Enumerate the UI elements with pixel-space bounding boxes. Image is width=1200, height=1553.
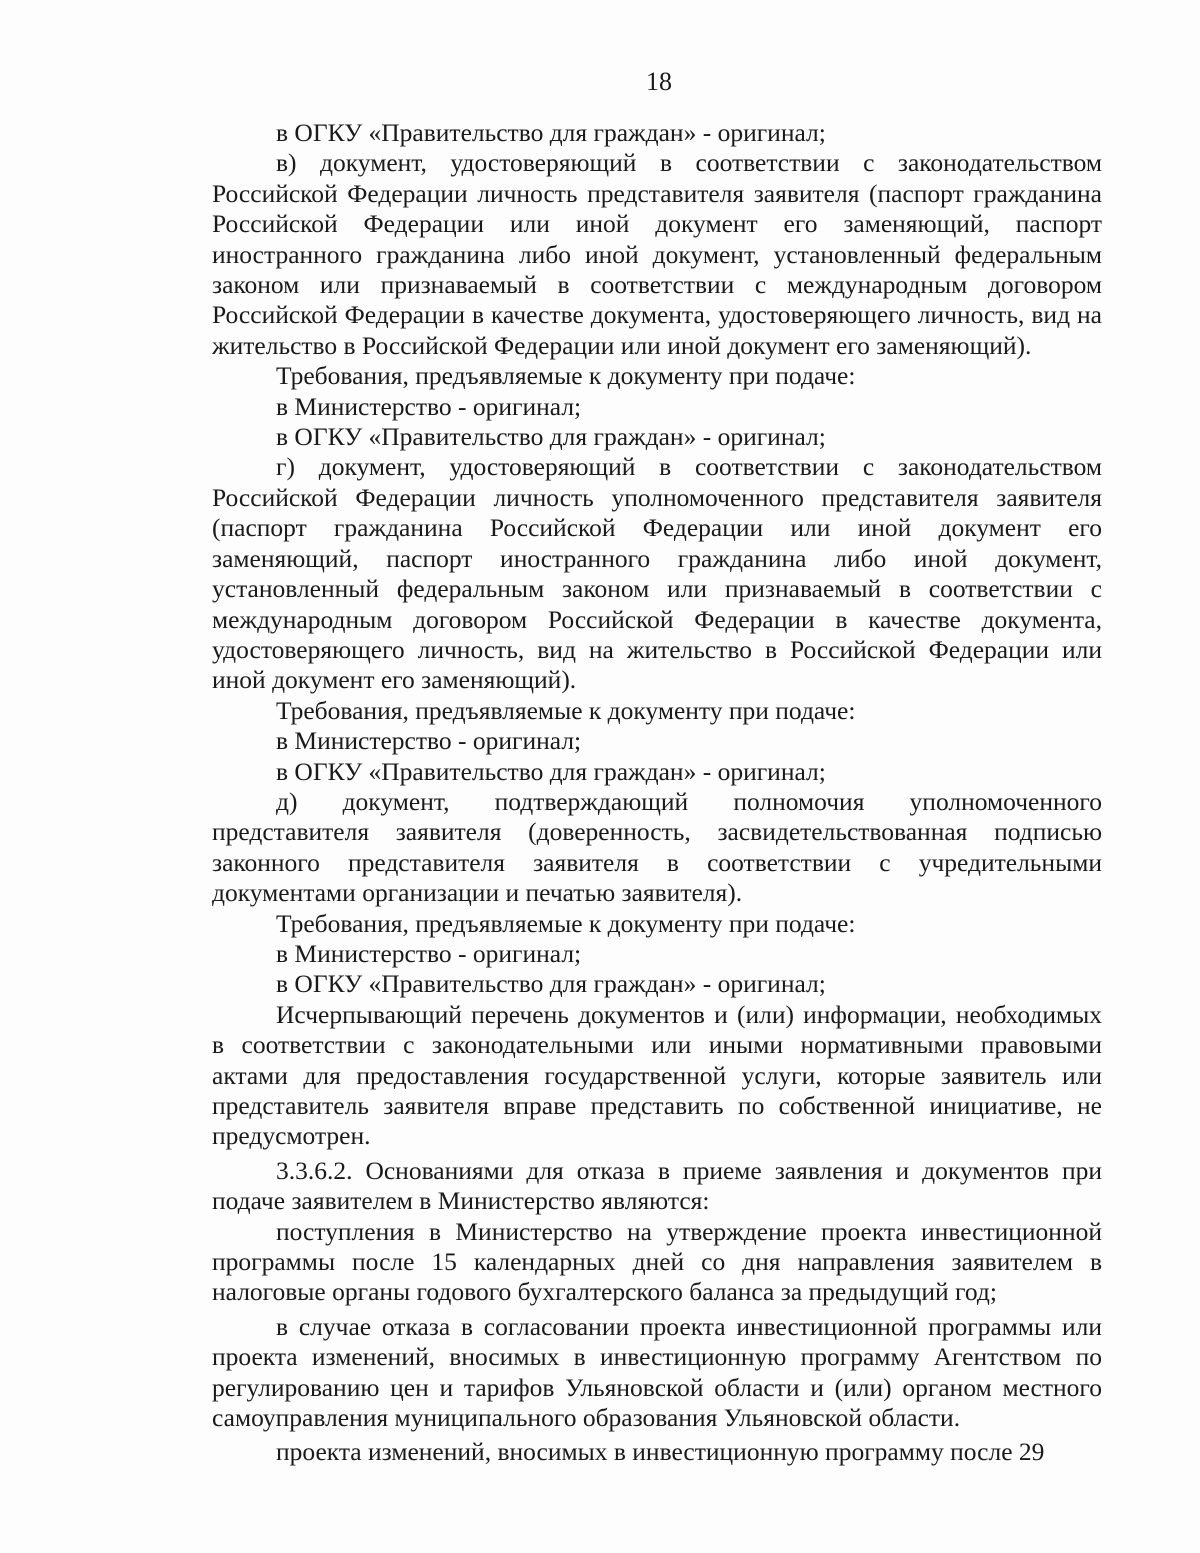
paragraph-requirements-1: Требования, предъявляемые к документу при подаче: — [276, 361, 856, 391]
paragraph-item-g: г) документ, удостоверяющий в соответствии с законодательством Российской Федерации личность уполномоченного представителя заявителя (паспорт гражданина Российской Федерации или иной документ его заменяющий, паспорт иностранного гражданина либо иной документ, установленный федеральным законом или признаваемый в соответствии с международным договором Российской Федерации в качестве документа, удостоверяющего личность, вид на жительство в Российской Федерации или иной документ его заменяющий). — [212, 452, 1102, 695]
page-number: 18 — [646, 67, 672, 96]
paragraph-ministry-original-3: в Министерство - оригинал; — [276, 938, 582, 968]
paragraph-ministry-original-2: в Министерство - оригинал; — [276, 726, 582, 756]
paragraph-ogku-original-4: в ОГКУ «Правительство для граждан» - оригинал; — [276, 969, 826, 999]
paragraph-requirements-2: Требования, предъявляемые к документу при подаче: — [276, 695, 856, 725]
paragraph-item-v: в) документ, удостоверяющий в соответствии с законодательством Российской Федерации личность представителя заявителя (паспорт гражданина Российской Федерации или иной документ его заменяющий, паспорт иностранного гражданина либо иной документ, установленный федеральным законом или признаваемый в соответствии с международным договором Российской Федерации в качестве документа, удостоверяющего личность, вид на жительство в Российской Федерации или иной документ его заменяющий). — [212, 148, 1102, 360]
paragraph-section-3-3-6-2: 3.3.6.2. Основаниями для отказа в приеме заявления и документов при подаче заявителем в Министерство являются: — [212, 1155, 1102, 1216]
paragraph-changes-project: проекта изменений, вносимых в инвестиционную программу после 29 — [276, 1437, 1045, 1467]
paragraph-exhaustive-list: Исчерпывающий перечень документов и (или) информации, необходимых в соответствии с законодательными или иными нормативными правовыми актами для предоставления государственной услуги, которые заявитель или представитель заявителя вправе представить по собственной инициативе, не предусмотрен. — [212, 999, 1102, 1151]
paragraph-refusal-deadline: поступления в Министерство на утверждение проекта инвестиционной программы после 15 календарных дней со дня направления заявителем в налоговые органы годового бухгалтерского баланса за предыдущий год; — [212, 1216, 1102, 1307]
paragraph-requirements-3: Требования, предъявляемые к документу при подаче: — [276, 908, 856, 938]
paragraph-refusal-approval: в случае отказа в согласовании проекта инвестиционной программы или проекта изменений, вносимых в инвестиционную программу Агентством по регулированию цен и тарифов Ульяновской области и (или) органом местного самоуправления муниципального образования Ульяновской области. — [212, 1311, 1102, 1433]
paragraph-item-d: д) документ, подтверждающий полномочия уполномоченного представителя заявителя (доверенность, засвидетельствованная подписью законного представителя заявителя в соответствии с учредительными документами организации и печатью заявителя). — [212, 786, 1102, 908]
paragraph-ogku-original-2: в ОГКУ «Правительство для граждан» - оригинал; — [276, 422, 826, 452]
paragraph-ogku-original-3: в ОГКУ «Правительство для граждан» - оригинал; — [276, 756, 826, 786]
paragraph-ministry-original-1: в Министерство - оригинал; — [276, 391, 582, 421]
document-body — [212, 118, 1102, 1468]
paragraph-ogku-original-1: в ОГКУ «Правительство для граждан» - оригинал; — [276, 118, 826, 147]
